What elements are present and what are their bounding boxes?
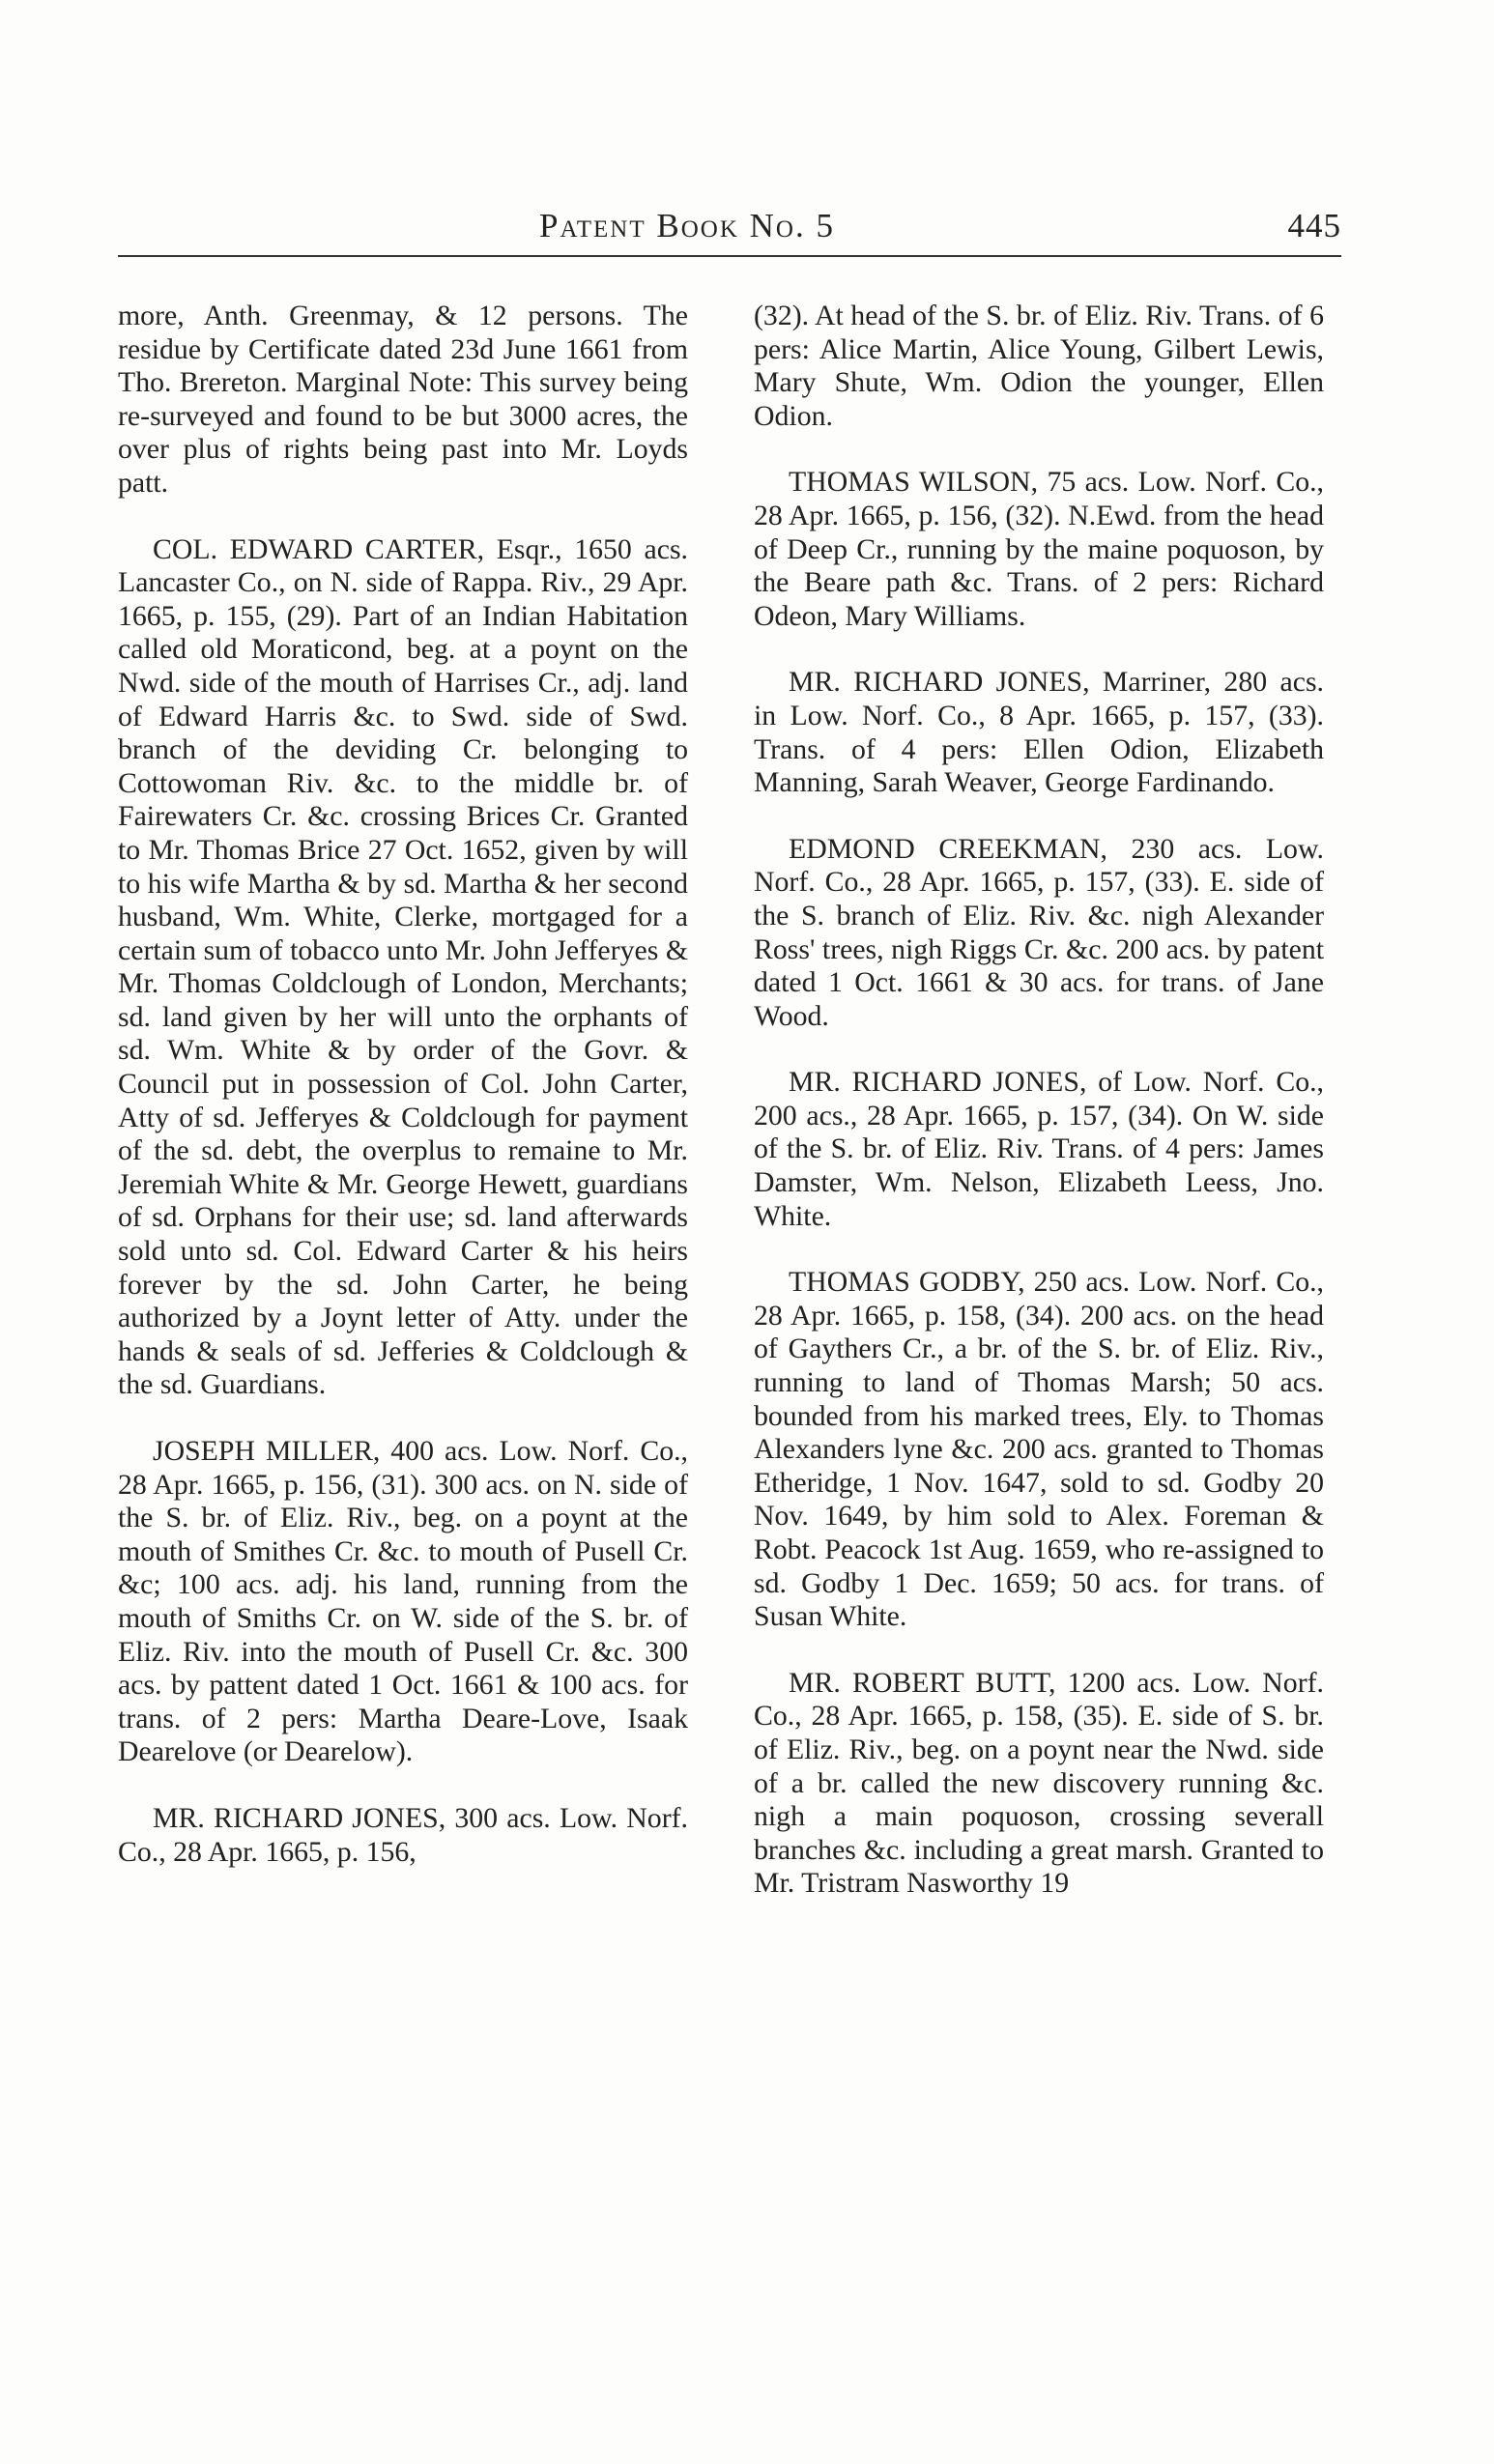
header-rule <box>118 255 1341 257</box>
entry-richard-jones-280: MR. RICHARD JONES, Marriner, 280 acs. in Low. Norf. Co., 8 Apr. 1665, p. 157, (33). Trans. of 4 pers: Ellen Odion, Elizabeth Manning, Sarah Weaver, George Fardinando. <box>754 666 1324 799</box>
entry-edmond-creekman: EDMOND CREEKMAN, 230 acs. Low. Norf. Co., 28 Apr. 1665, p. 157, (33). E. side of the S. branch of Eliz. Riv. &c. nigh Alexander Ross' trees, nigh Riggs Cr. &c. 200 acs. by patent dated 1 Oct. 1661 & 30 acs. for trans. of Jane Wood. <box>754 832 1324 1032</box>
page-number: 445 <box>1287 207 1341 244</box>
paragraph-continuation: more, Anth. Greenmay, & 12 persons. The residue by Certificate dated 23d June 1661 from Tho. Brereton. Marginal Note: This survey being re-surveyed and found to be but 3000 acres, the over plus of rights being past into Mr. Loyds patt. <box>118 300 688 499</box>
paragraph-continuation-right: (32). At head of the S. br. of Eliz. Riv. Trans. of 6 pers: Alice Martin, Alice Young, Gilbert Lewis, Mary Shute, Wm. Odion the younger, Ellen Odion. <box>754 300 1324 432</box>
entry-richard-jones-300: MR. RICHARD JONES, 300 acs. Low. Norf. Co., 28 Apr. 1665, p. 156, <box>118 1801 688 1868</box>
entry-joseph-miller: JOSEPH MILLER, 400 acs. Low. Norf. Co., 28 Apr. 1665, p. 156, (31). 300 acs. on N. side of the S. br. of Eliz. Riv., beg. on a poynt at the mouth of Smithes Cr. &c. to mouth of Pusell Cr. &c; 100 acs. adj. his land, running from the mouth of Smiths Cr. on W. side of the S. br. of Eliz. Riv. into the mouth of Pusell Cr. &c. 300 acs. by pattent dated 1 Oct. 1661 & 100 acs. for trans. of 2 pers: Martha Deare-Love, Isaak Dearelove (or Dearelow). <box>118 1435 688 1768</box>
left-column <box>118 300 688 1902</box>
entry-thomas-godby: THOMAS GODBY, 250 acs. Low. Norf. Co., 28 Apr. 1665, p. 158, (34). 200 acs. on the head of Gaythers Cr., a br. of the S. br. of Eliz. Riv., running to land of Thomas Marsh; 50 acs. bounded from his marked trees, Ely. to Thomas Alexanders lyne &c. 200 acs. granted to Thomas Etheridge, 1 Nov. 1647, sold to sd. Godby 20 Nov. 1649, by him sold to Alex. Foreman & Robt. Peacock 1st Aug. 1659, who re-assigned to sd. Godby 1 Dec. 1659; 50 acs. for trans. of Susan White. <box>754 1266 1324 1633</box>
page-header <box>118 193 1341 261</box>
entry-richard-jones-200: MR. RICHARD JONES, of Low. Norf. Co., 200 acs., 28 Apr. 1665, p. 157, (34). On W. side of the S. br. of Eliz. Riv. Trans. of 4 pers: James Damster, Wm. Nelson, Elizabeth Leess, Jno. White. <box>754 1066 1324 1232</box>
right-column <box>754 300 1324 1934</box>
running-title: Patent Book No. 5 <box>539 207 835 244</box>
entry-edward-carter: COL. EDWARD CARTER, Esqr., 1650 acs. Lancaster Co., on N. side of Rappa. Riv., 29 Apr. 1665, p. 155, (29). Part of an Indian Habitation called old Moraticond, beg. at a poynt on the Nwd. side of the mouth of Harrises Cr., adj. land of Edward Harris &c. to Swd. side of Swd. branch of the deviding Cr. belonging to Cottowoman Riv. &c. to the middle br. of Fairewaters Cr. &c. crossing Brices Cr. Granted to Mr. Thomas Brice 27 Oct. 1652, given by will to his wife Martha & by sd. Martha & her second husband, Wm. White, Clerke, mortgaged for a certain sum of tobacco unto Mr. John Jefferyes & Mr. Thomas Coldclough of London, Merchants; sd. land given by her will unto the orphants of sd. Wm. White & by order of the Govr. & Council put in possession of Col. John Carter, Atty of sd. Jefferyes & Coldclough for payment of the sd. debt, the overplus to remaine to Mr. Jeremiah White & Mr. George Hewett, guardians of sd. Orphans for their use; sd. land afterwards sold unto sd. Col. Edward Carter & his heirs forever by the sd. John Carter, he being authorized by a Joynt letter of Atty. under the hands & seals of sd. Jefferies & Coldclough & the sd. Guardians. <box>118 532 688 1401</box>
entry-robert-butt: MR. ROBERT BUTT, 1200 acs. Low. Norf. Co., 28 Apr. 1665, p. 158, (35). E. side of S. br. of Eliz. Riv., beg. on a poynt near the Nwd. side of a br. called the new discovery running &c. nigh a main poquoson, crossing severall branches &c. including a great marsh. Granted to Mr. Tristram Nasworthy 19 <box>754 1666 1324 1900</box>
entry-thomas-wilson: THOMAS WILSON, 75 acs. Low. Norf. Co., 28 Apr. 1665, p. 156, (32). N.Ewd. from the head of Deep Cr., running by the maine poquoson, by the Beare path &c. Trans. of 2 pers: Richard Odeon, Mary Williams. <box>754 466 1324 632</box>
